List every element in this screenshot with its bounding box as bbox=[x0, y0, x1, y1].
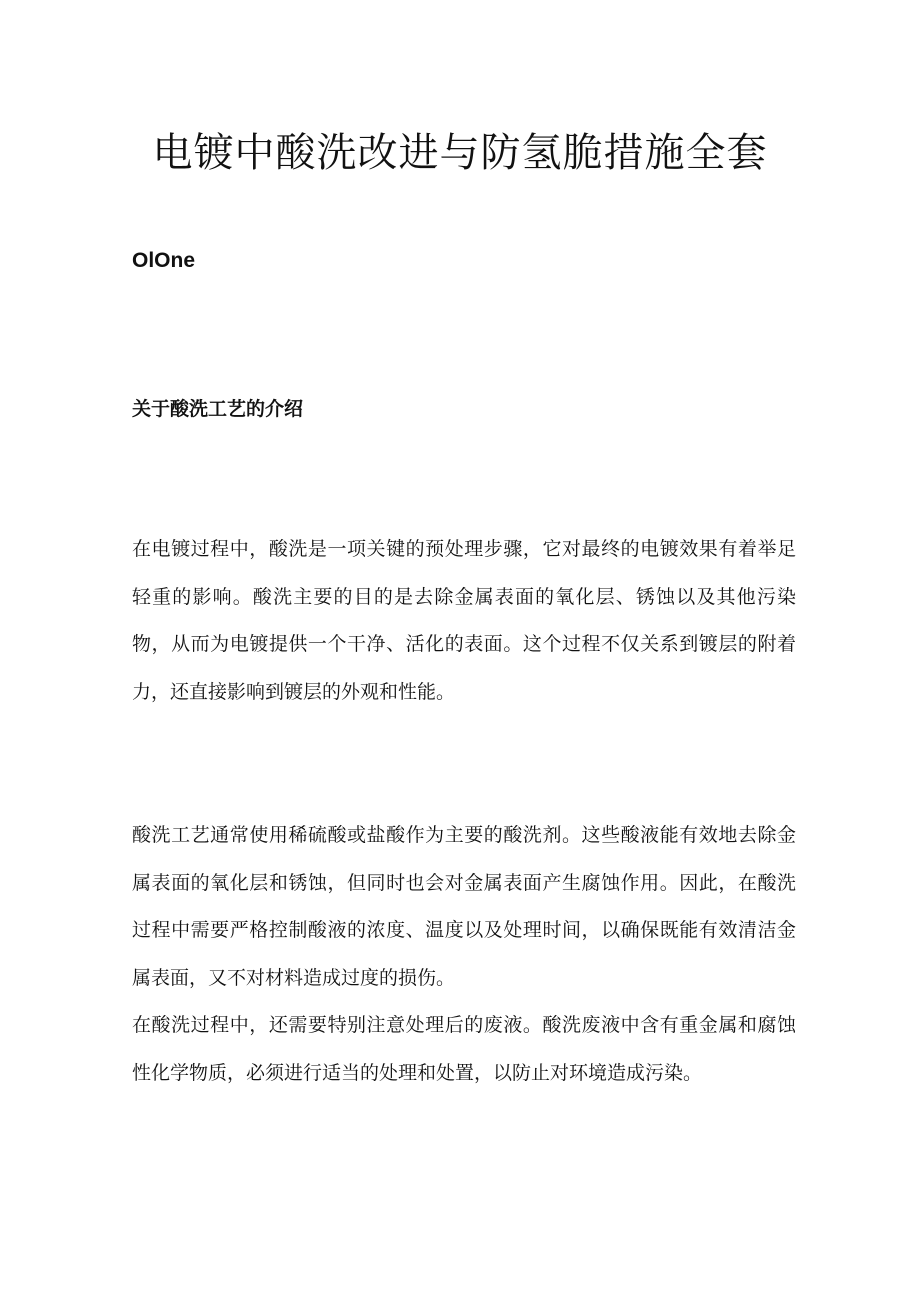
section-label: OlOne bbox=[132, 249, 196, 272]
paragraph-acid-agents: 酸洗工艺通常使用稀硫酸或盐酸作为主要的酸洗剂。这些酸液能有效地去除金属表面的氧化层和锈蚀，但同时也会对金属表面产生腐蚀作用。因此，在酸洗过程中需要严格控制酸液的浓度、温度以及处理时间，以确保既能有效清洁金属表面，又不对材料造成过度的损伤。 bbox=[132, 824, 796, 989]
document-title: 电镀中酸洗改进与防氢脆措施全套 bbox=[152, 130, 768, 176]
paragraph-intro: 在电镀过程中，酸洗是一项关键的预处理步骤，它对最终的电镀效果有着举足轻重的影响。酸洗主要的目的是去除金属表面的氧化层、锈蚀以及其他污染物，从而为电镀提供一个干净、活化的表面。这个过程不仅关系到镀层的附着力，还直接影响到镀层的外观和性能。 bbox=[132, 538, 796, 703]
paragraph-waste-liquid: 在酸洗过程中，还需要特别注意处理后的废液。酸洗废液中含有重金属和腐蚀性化学物质，必须进行适当的处理和处置，以防止对环境造成污染。 bbox=[132, 1014, 796, 1084]
section-heading: 关于酸洗工艺的介绍 bbox=[132, 398, 304, 420]
